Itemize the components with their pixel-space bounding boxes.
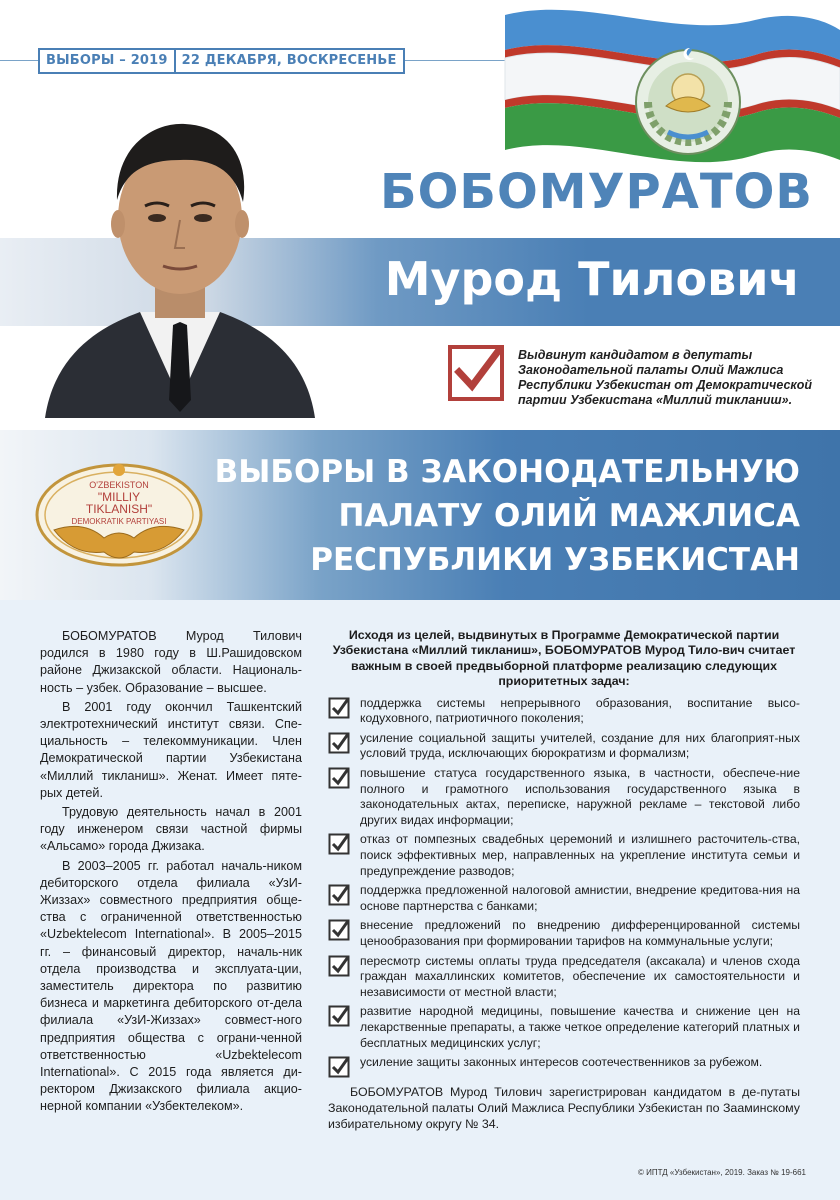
task-text: отказ от помпезных свадебных церемоний и излишнего расточитель-ства, поиск эффективных мер, направленных на укрепление института семьи и предупреждение разводов; (360, 832, 800, 878)
party-logo-line-3: TIKLANISH" (85, 502, 153, 516)
task-text: усиление защиты законных интересов соотечественников за рубежом. (360, 1055, 763, 1070)
party-logo-line-2: "MILLIY (97, 490, 141, 504)
checkbox-icon (328, 884, 350, 906)
bio-paragraph: Трудовую деятельность начал в 2001 году инженером связи частной фирмы «Альсамо» города Джизака. (40, 805, 302, 854)
election-badge (38, 48, 405, 74)
list-item (328, 883, 800, 914)
checkbox-icon (328, 1005, 350, 1027)
banner-line-1: ВЫБОРЫ В ЗАКОНОДАТЕЛЬНУЮ (214, 454, 800, 490)
bio-paragraph: В 2001 году окончил Ташкентский электротехнический институт связи. Спе-циальность – телекоммуникации. Член Демократической партии Узбекистана «Миллий тикланиш». Женат. Имеет пяте-рых детей. (40, 699, 302, 800)
state-emblem (628, 40, 748, 160)
checkmark-icon (447, 344, 505, 402)
checkbox-icon (328, 919, 350, 941)
list-item (328, 832, 800, 879)
candidate-surname: БОБОМУРАТОВ (380, 164, 814, 220)
task-text: поддержка системы непрерывного образования, воспитание высо-кодуховного, патриотичного поколения; (360, 695, 800, 726)
list-item (328, 1055, 800, 1078)
checkbox-icon (328, 767, 350, 789)
nomination-text: Выдвинут кандидатом в депутаты Законодательной палаты Олий Мажлиса Республики Узбекистан от Демократической партии Узбекистана «Миллий тикланиш». (518, 348, 813, 407)
task-list (328, 696, 800, 1078)
task-text: внесение предложений по внедрению дифференцированной системы ценообразования при формировании тарифов на коммунальные услуги; (360, 918, 800, 948)
list-item (328, 918, 800, 949)
checkbox-icon (328, 833, 350, 855)
checkbox-icon (328, 955, 350, 977)
bio-paragraph: БОБОМУРАТОВ Мурод Тилович родился в 1980 году в Ш.Рашидовском районе Джизакской области. Националь-ность – узбек. Образование – высшее. (40, 629, 302, 695)
list-item (328, 1004, 800, 1051)
party-logo (34, 460, 204, 570)
task-text: поддержка предложенной налоговой амнистии, внедрение кредитова-ния на основе партнерства с банками; (360, 883, 800, 913)
list-item (328, 696, 800, 727)
election-label: ВЫБОРЫ – 2019 (46, 53, 168, 68)
candidate-portrait (45, 100, 315, 418)
checkbox-icon (328, 732, 350, 754)
banner-line-2: ПАЛАТУ ОЛИЙ МАЖЛИСА (338, 498, 800, 534)
candidate-given-name: Мурод Тилович (384, 252, 800, 306)
task-text: развитие народной медицины, повышение качества и снижение цен на лекарственные препараты, а также четкое определение категорий платных и бесплатных медицинских услуг; (360, 1004, 800, 1050)
task-text: усиление социальной защиты учителей, создание для них благоприят-ных условий труда, исключающих бюрократизм и формализм; (360, 730, 800, 761)
election-platform (328, 628, 800, 1132)
task-text: пересмотр системы оплаты труда председателя (аксакала) и членов схода граждан махаллинских комитетов, обеспечение их самостоятельности и независимости от местной власти; (360, 953, 800, 999)
registration-note: БОБОМУРАТОВ Мурод Тилович зарегистрирован кандидатом в де-путаты Законодательной палаты Олий Мажлиса Республики Узбекистан по Зааминскому избирательному округу № 34. (328, 1085, 800, 1132)
election-date: 22 ДЕКАБРЯ, ВОСКРЕСЕНЬЕ (181, 53, 397, 68)
checkbox-icon (328, 1056, 350, 1078)
list-item (328, 766, 800, 828)
list-item (328, 954, 800, 1001)
list-item (328, 731, 800, 762)
banner-title (200, 450, 800, 582)
biography (40, 628, 302, 1118)
banner-line-3: РЕСПУБЛИКИ УЗБЕКИСТАН (310, 542, 800, 578)
party-logo-line-1: O'ZBEKISTON (89, 480, 149, 490)
party-logo-line-4: DEMOKRATIK PARTIYASI (71, 517, 167, 526)
bio-paragraph: В 2003–2005 гг. работал началь-ником дебиторского отдела филиала «УзИ-Жиззах» совместного предприятия обще-ства с ограниченной ответственностью «Uzbektelecom International». В 2005–2015 гг. – финансовый директор, началь-ник отдела производства и эксплуата-ции, заместитель директора по развитию бизнеса и маркетинга дебиторского от-дела филиала «УзИ-Жиззах» совмест-ного предприятия общества с ограни-ченной ответственностью «Uzbektelecom International». С 2015 года является ди-ректором Джизакского филиала акцио-нерной компании «Узбектелеком». (40, 858, 302, 1114)
checkbox-icon (328, 697, 350, 719)
task-text: повышение статуса государственного языка, в частности, обеспече-ние полного и грамотного использования государственного языка в законодательных актах, переписке, наружной рекламе – текстовой либо других видах информации; (360, 766, 800, 827)
print-imprint: © ИПТД «Узбекистан», 2019. Заказ № 19-661 (638, 1168, 806, 1177)
platform-intro: Исходя из целей, выдвинутых в Программе Демократической партии Узбекистана «Миллий тикланиш», БОБОМУРАТОВ Мурод Тило-вич считает важным в своей предвыборной платформе реализацию следующих приоритетных задач: (332, 628, 796, 689)
